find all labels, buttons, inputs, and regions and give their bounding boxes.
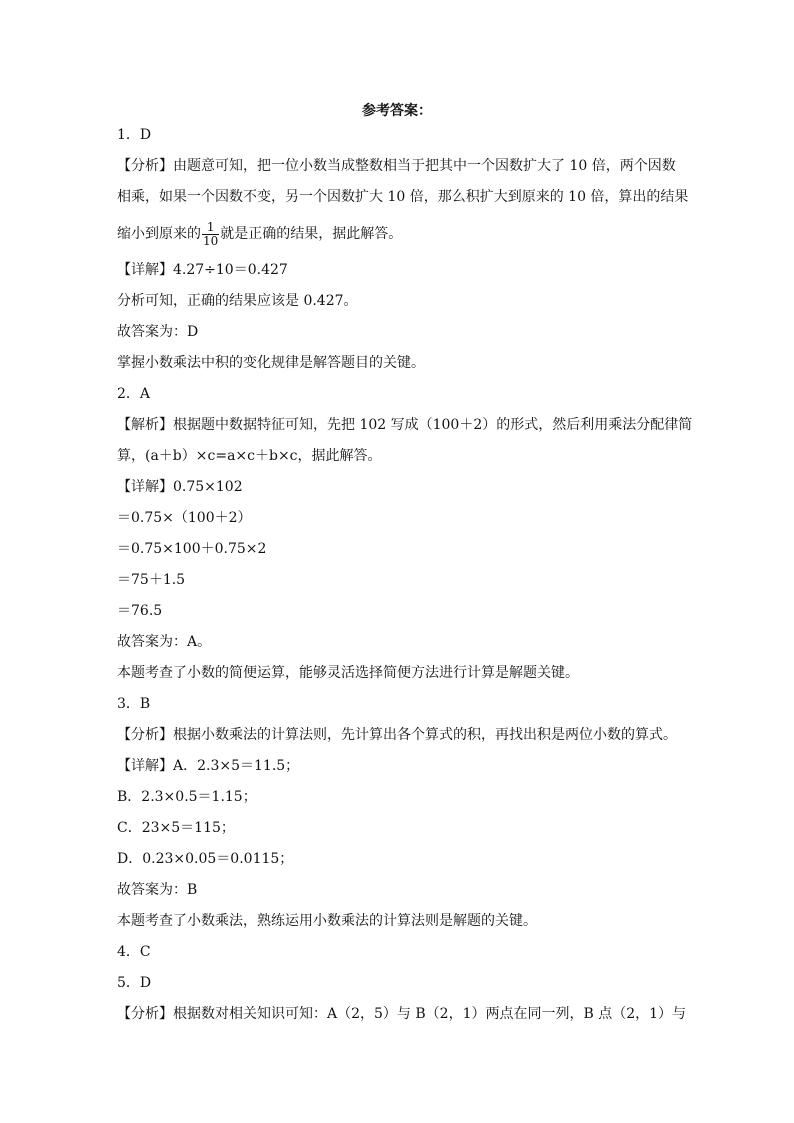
q2-answer: 故答案为：A。 xyxy=(117,634,212,650)
q3-answer: 故答案为：B xyxy=(117,882,198,898)
q1-analysis-line2: 相乘，如果一个因数不变，另一个因数扩大 10 倍，那么积扩大到原来的 10 倍，算出的结果 xyxy=(117,189,689,205)
q1-analysis-line3-pre: 缩小到原来的 xyxy=(117,226,201,242)
q1-note: 掌握小数乘法中积的变化规律是解答题目的关键。 xyxy=(117,355,425,371)
q1-analysis-line1: 【分析】由题意可知，把一位小数当成整数相当于把其中一个因数扩大了 10 倍，两个因数 xyxy=(117,158,676,174)
page-title: 参考答案： xyxy=(362,103,432,119)
q2-detail: 【详解】0.75×102 xyxy=(117,479,243,495)
q2-step4: ＝76.5 xyxy=(117,603,163,619)
q1-number: 1．D xyxy=(117,127,152,143)
q1-detail: 【详解】4.27÷10＝0.427 xyxy=(117,262,288,278)
q3-note: 本题考查了小数乘法，熟练运用小数乘法的计算法则是解题的关键。 xyxy=(117,913,537,929)
q1-answer: 故答案为：D xyxy=(117,324,199,340)
q3-detail-c: C．23×5＝115； xyxy=(117,820,235,836)
q2-analysis-line1: 【解析】根据题中数据特征可知，先把 102 写成（100＋2）的形式，然后利用乘法分配律简 xyxy=(117,417,693,433)
q3-detail-a: 【详解】A．2.3×5＝11.5； xyxy=(117,758,300,774)
q2-step2: ＝0.75×100＋0.75×2 xyxy=(117,541,267,557)
q1-analysis-line3 xyxy=(117,213,677,255)
q2-note: 本题考查了小数的简便运算，能够灵活选择简便方法进行计算是解题关键。 xyxy=(117,665,579,681)
q2-number: 2．A xyxy=(117,386,151,402)
q3-analysis: 【分析】根据小数乘法的计算法则，先计算出各个算式的积，再找出积是两位小数的算式。 xyxy=(117,727,677,743)
q5-analysis-line1: 【分析】根据数对相关知识可知：A（2，5）与 B（2，1）两点在同一列，B 点（2，1）与 xyxy=(117,1006,687,1022)
q1-analysis-line3-post: 就是正确的结果，据此解答。 xyxy=(220,226,403,242)
fraction-numerator: 1 xyxy=(202,221,219,235)
fraction-one-tenth xyxy=(202,221,219,248)
answer-content xyxy=(117,120,693,1030)
q4-number: 4．C xyxy=(117,944,151,960)
q2-step1: ＝0.75×（100＋2） xyxy=(117,510,252,526)
fraction-denominator: 10 xyxy=(203,233,219,248)
q2-step3: ＝75＋1.5 xyxy=(117,572,186,588)
q2-analysis-line2: 算，(a＋b）×c=a×c＋b×c，据此解答。 xyxy=(117,448,382,464)
q1-conclusion: 分析可知，正确的结果应该是 0.427。 xyxy=(117,293,358,309)
q3-number: 3．B xyxy=(117,696,151,712)
q3-detail-d: D．0.23×0.05＝0.0115； xyxy=(117,851,294,867)
q3-detail-b: B．2.3×0.5＝1.15； xyxy=(117,789,257,805)
q5-number: 5．D xyxy=(117,975,152,991)
